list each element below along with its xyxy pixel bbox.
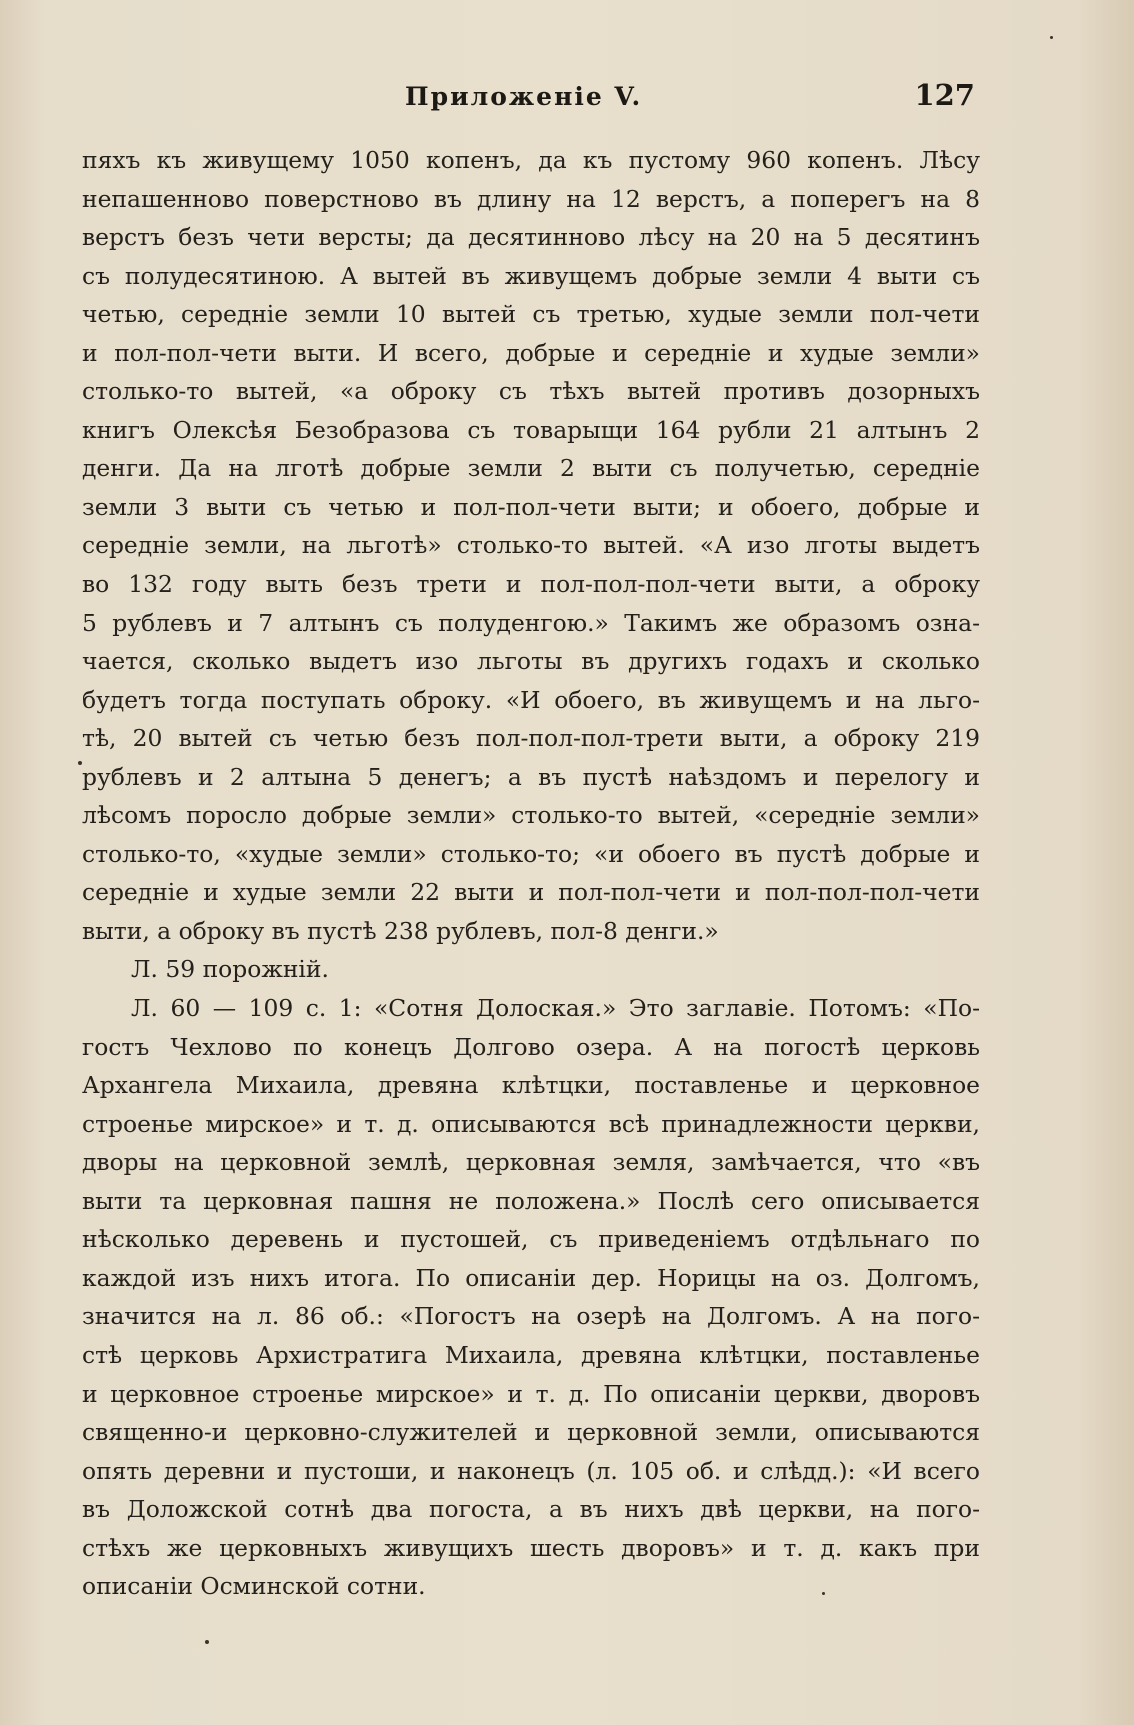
text-line: значится на л. 86 об.: «Погостъ на озерѣ на Долгомъ. А на пого- — [82, 1302, 980, 1331]
text-line: середнiе и худые земли 22 выти и пол-пол-чети и пол-пол-пол-чети — [82, 878, 980, 907]
text-line: будетъ тогда поступать оброку. «И обоего, въ живущемъ и на льго- — [82, 685, 980, 714]
text-line: столько-то вытей, «а оброку съ тѣхъ вытей противъ дозорныхъ — [82, 377, 980, 406]
page-number: 127 — [914, 78, 975, 112]
text-line: Архангела Михаила, древяна клѣтцки, поставленье и церковное — [82, 1071, 980, 1100]
text-line: и церковное строенье мирское» и т. д. По описанiи церкви, дворовъ — [82, 1379, 980, 1408]
text-line: середнiе земли, на льготѣ» столько-то вытей. «А изо лготы выдетъ — [82, 531, 980, 560]
text-line: каждой изъ нихъ итога. По описанiи дер. Норицы на оз. Долгомъ, — [82, 1263, 980, 1292]
text-line: стѣ церковь Архистратига Михаила, древяна клѣтцки, поставленье — [82, 1340, 980, 1369]
text-line: 5 рублевъ и 7 алтынъ съ полуденгою.» Такимъ же образомъ озна- — [82, 608, 980, 637]
text-line: выти, а оброку въ пустѣ 238 рублевъ, пол-8 денги.» — [82, 916, 719, 945]
print-speck — [822, 1592, 825, 1595]
print-speck — [205, 1640, 209, 1644]
print-speck — [78, 761, 82, 765]
text-line: книгъ Олексѣя Безобразова съ товарыщи 164 рубли 21 алтынъ 2 — [82, 415, 980, 444]
text-line: выти та церковная пашня не положена.» Послѣ сего описывается — [82, 1186, 980, 1215]
text-line: нѣсколько деревень и пустошей, съ приведенiемъ отдѣльнаго по — [82, 1225, 980, 1254]
text-line: стѣхъ же церковныхъ живущихъ шесть дворовъ» и т. д. какъ при — [82, 1533, 980, 1562]
body-text — [82, 141, 980, 1606]
text-line: дворы на церковной землѣ, церковная земля, замѣчается, что «въ — [82, 1148, 980, 1177]
text-line: верстъ безъ чети версты; да десятинново лѣсу на 20 на 5 десятинъ — [82, 223, 980, 252]
text-line: рублевъ и 2 алтына 5 денегъ; а въ пустѣ наѣздомъ и перелогу и — [82, 762, 980, 791]
text-line: гостъ Чехлово по конецъ Долгово озера. А на погостѣ церковь — [82, 1032, 980, 1061]
print-speck — [1050, 36, 1053, 39]
text-line: денги. Да на лготѣ добрые земли 2 выти съ получетью, середнiе — [82, 454, 980, 483]
text-line: четью, середнiе земли 10 вытей съ третью, худые земли пол-чети — [82, 300, 980, 329]
text-line: съ полудесятиною. А вытей въ живущемъ добрые земли 4 выти съ — [82, 261, 980, 290]
text-line: земли 3 выти съ четью и пол-пол-чети выти; и обоего, добрые и — [82, 492, 980, 521]
text-line: Л. 60 — 109 с. 1: «Сотня Долоская.» Это заглавiе. Потомъ: «По- — [131, 994, 980, 1023]
text-line: тѣ, 20 вытей съ четью безъ пол-пол-пол-трети выти, а оброку 219 — [82, 724, 980, 753]
text-line: въ Доложской сотнѣ два погоста, а въ нихъ двѣ церкви, на пого- — [82, 1495, 980, 1524]
text-line: опять деревни и пустоши, и наконецъ (л. 105 об. и слѣдд.): «И всего — [82, 1456, 980, 1485]
text-line: строенье мирское» и т. д. описываются всѣ принадлежности церкви, — [82, 1109, 980, 1138]
text-line: столько-то, «худые земли» столько-то; «и обоего въ пустѣ добрые и — [82, 839, 980, 868]
text-line: Л. 59 порожнiй. — [131, 955, 329, 984]
text-line: описанiи Осминской сотни. — [82, 1572, 426, 1601]
running-title: Приложенiе V. — [405, 82, 643, 111]
page-header — [80, 78, 980, 122]
text-line: священно-и церковно-служителей и церковной земли, описываются — [82, 1418, 980, 1447]
text-line: во 132 году выть безъ трети и пол-пол-пол-чети выти, а оброку — [82, 570, 980, 599]
text-line: пяхъ къ живущему 1050 копенъ, да къ пустому 960 копенъ. Лѣсу — [82, 146, 980, 174]
text-line: непашенново поверстново въ длину на 12 верстъ, а поперегъ на 8 — [82, 184, 980, 213]
text-line: чается, сколько выдетъ изо льготы въ другихъ годахъ и сколько — [82, 647, 980, 676]
text-line: и пол-пол-чети выти. И всего, добрые и середнiе и худые земли» — [82, 338, 980, 367]
text-line: лѣсомъ поросло добрые земли» столько-то вытей, «середнiе земли» — [82, 801, 980, 830]
